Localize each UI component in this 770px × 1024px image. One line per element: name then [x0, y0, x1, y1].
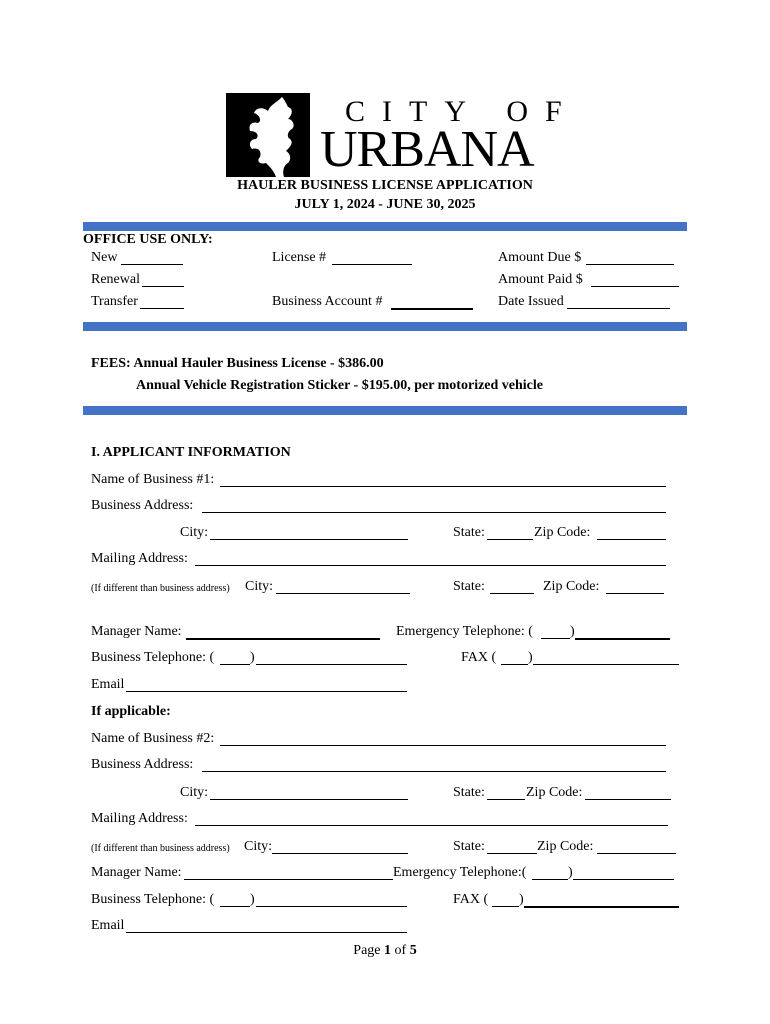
paren-close: ) — [528, 650, 533, 665]
state-2-field[interactable] — [487, 799, 525, 800]
business-phone-2-field[interactable] — [256, 906, 407, 907]
divider-bar — [83, 222, 687, 231]
mailing-address-2-label: Mailing Address: — [91, 811, 188, 826]
emergency-phone-label: Emergency Telephone: ( — [396, 624, 533, 639]
business-address-2-label: Business Address: — [91, 757, 194, 772]
page-prefix: Page — [353, 943, 385, 958]
paren-close: ) — [568, 865, 573, 880]
manager-name-label: Manager Name: — [91, 624, 182, 639]
amount-paid-field[interactable] — [591, 286, 679, 287]
city-label: City: — [180, 525, 209, 540]
mailing-city-field[interactable] — [276, 593, 410, 594]
fax-area-code-2-field[interactable] — [492, 906, 519, 907]
manager-name-field[interactable] — [186, 638, 380, 640]
license-label: License # — [272, 250, 327, 265]
leaf-icon — [226, 93, 310, 177]
page-of: of — [391, 943, 410, 958]
mailing-city-2-label: City: — [244, 839, 273, 854]
business-1-name-label: Name of Business #1: — [91, 472, 215, 487]
paren-close: ) — [519, 892, 524, 907]
business-account-label: Business Account # — [272, 294, 383, 309]
business-phone-label: Business Telephone: ( — [91, 650, 215, 665]
zip-2-label: Zip Code: — [526, 785, 583, 800]
amount-due-field[interactable] — [586, 264, 674, 265]
logo-line2: URBANA — [320, 121, 534, 178]
email-2-label: Email — [91, 918, 125, 933]
new-field[interactable] — [121, 264, 183, 265]
mailing-city-label: City: — [245, 579, 274, 594]
renewal-field[interactable] — [142, 286, 184, 287]
if-applicable-heading: If applicable: — [91, 704, 171, 719]
fax-area-code-field[interactable] — [501, 664, 528, 665]
divider-bar — [83, 322, 687, 331]
form-title: HAULER BUSINESS LICENSE APPLICATION — [237, 178, 533, 193]
transfer-label: Transfer — [91, 294, 138, 309]
email-2-field[interactable] — [126, 932, 407, 933]
business-1-name-field[interactable] — [220, 486, 666, 487]
state-2-label: State: — [453, 785, 485, 800]
emergency-phone-field[interactable] — [575, 638, 670, 640]
new-label: New — [91, 250, 118, 265]
current-page: 1 — [384, 943, 392, 958]
fax-2-field[interactable] — [524, 906, 679, 908]
office-use-heading: OFFICE USE ONLY: — [83, 232, 213, 247]
fax-field[interactable] — [533, 664, 679, 665]
zip-field[interactable] — [597, 539, 666, 540]
business-address-2-field[interactable] — [202, 771, 666, 772]
mailing-address-label: Mailing Address: — [91, 551, 188, 566]
mailing-zip-2-field[interactable] — [597, 853, 676, 854]
amount-paid-label: Amount Paid $ — [498, 272, 583, 287]
fax-label: FAX ( — [461, 650, 497, 665]
business-2-name-field[interactable] — [220, 745, 666, 746]
fees-line-1: FEES: Annual Hauler Business License - $386.00 — [91, 356, 384, 371]
license-field[interactable] — [332, 264, 412, 265]
manager-name-2-label: Manager Name: — [91, 865, 182, 880]
amount-due-label: Amount Due $ — [498, 250, 582, 265]
date-issued-field[interactable] — [567, 308, 670, 309]
mailing-state-2-label: State: — [453, 839, 485, 854]
business-phone-area-code-2-field[interactable] — [220, 906, 250, 907]
fees-line-2: Annual Vehicle Registration Sticker - $195.00, per motorized vehicle — [136, 378, 543, 393]
mailing-zip-2-label: Zip Code: — [537, 839, 594, 854]
emergency-phone-2-field[interactable] — [573, 879, 674, 880]
business-address-field[interactable] — [202, 512, 666, 513]
mailing-city-2-field[interactable] — [272, 853, 408, 854]
mailing-state-label: State: — [453, 579, 485, 594]
if-different-note: (If different than business address) — [91, 583, 230, 594]
section-heading: I. APPLICANT INFORMATION — [91, 445, 291, 460]
state-label: State: — [453, 525, 485, 540]
mailing-zip-label: Zip Code: — [543, 579, 600, 594]
city-field[interactable] — [210, 539, 408, 540]
mailing-address-field[interactable] — [195, 565, 666, 566]
if-different-note-2: (If different than business address) — [91, 843, 230, 854]
city-2-field[interactable] — [210, 799, 408, 800]
business-phone-2-label: Business Telephone: ( — [91, 892, 215, 907]
mailing-state-2-field[interactable] — [487, 853, 537, 854]
total-pages: 5 — [409, 943, 417, 958]
date-issued-label: Date Issued — [498, 294, 564, 309]
business-address-label: Business Address: — [91, 498, 194, 513]
mailing-zip-field[interactable] — [606, 593, 664, 594]
emergency-phone-2-label: Emergency Telephone:( — [393, 865, 527, 880]
business-2-name-label: Name of Business #2: — [91, 731, 215, 746]
paren-close: ) — [570, 624, 575, 639]
mailing-state-field[interactable] — [490, 593, 534, 594]
business-phone-area-code-field[interactable] — [220, 664, 250, 665]
email-field[interactable] — [126, 691, 407, 692]
paren-close: ) — [250, 892, 255, 907]
mailing-address-2-field[interactable] — [195, 825, 668, 826]
business-account-field[interactable] — [391, 308, 473, 310]
manager-name-2-field[interactable] — [184, 879, 393, 880]
logo-line1: CITY OF — [345, 95, 579, 128]
zip-label: Zip Code: — [534, 525, 591, 540]
city-2-label: City: — [180, 785, 209, 800]
business-phone-field[interactable] — [256, 664, 407, 665]
state-field[interactable] — [487, 539, 533, 540]
emergency-area-code-2-field[interactable] — [532, 879, 568, 880]
divider-bar — [83, 406, 687, 415]
page-number — [0, 943, 770, 959]
email-label: Email — [91, 677, 125, 692]
fax-2-label: FAX ( — [453, 892, 489, 907]
zip-2-field[interactable] — [585, 799, 671, 800]
paren-close: ) — [250, 650, 255, 665]
transfer-field[interactable] — [140, 308, 184, 309]
renewal-label: Renewal — [91, 272, 140, 287]
emergency-area-code-field[interactable] — [541, 638, 570, 639]
license-period: JULY 1, 2024 - JUNE 30, 2025 — [294, 197, 476, 212]
